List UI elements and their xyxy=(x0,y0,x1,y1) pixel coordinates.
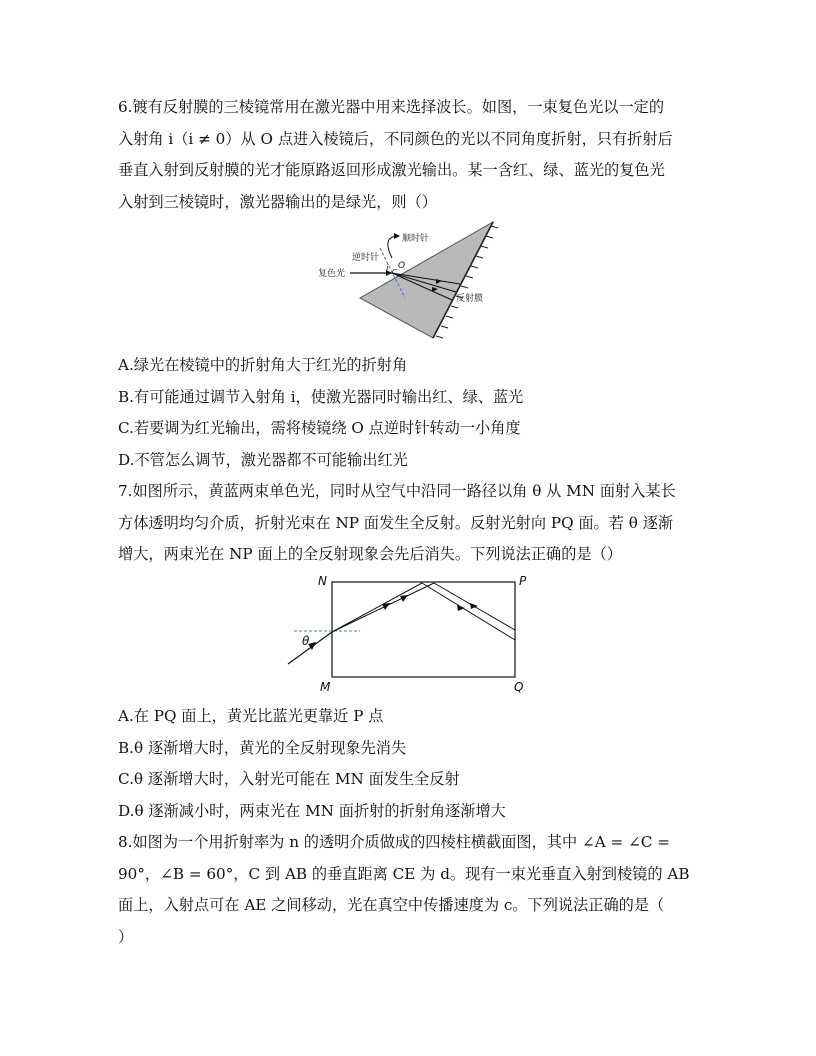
q7-option-c: C.θ 逐渐增大时，入射光可能在 MN 面发生全反射 xyxy=(118,770,460,788)
q8-stem-line-3: 面上，入射点可在 AE 之间移动，光在真空中传播速度为 c。下列说法正确的是（ xyxy=(118,896,665,914)
label-p: P xyxy=(519,574,527,588)
label-o: O xyxy=(398,261,406,271)
beam-arrow-out-1 xyxy=(457,605,465,611)
q7-stem-line-2: 方体透明均匀介质，折射光束在 NP 面发生全反射。反射光射向 PQ 面。若 θ 逐渐 xyxy=(118,513,674,532)
label-n: N xyxy=(318,574,327,588)
label-reflective-film: 反射膜 xyxy=(456,294,484,304)
label-c: C xyxy=(392,268,397,276)
beam-2-in xyxy=(332,583,434,632)
rotation-arrow xyxy=(388,236,396,258)
q8-stem-line-2: 90°，∠B = 60°，C 到 AB 的垂直距离 CE 为 d。现有一束光垂直入射到棱镜的 AB xyxy=(118,864,690,883)
q6-option-a: A.绿光在棱镜中的折射角大于红光的折射角 xyxy=(118,356,408,374)
q7-option-a: A.在 PQ 面上，黄光比蓝光更靠近 P 点 xyxy=(118,707,384,725)
q6-option-d: D.不管怎么调节，激光器都不可能输出红光 xyxy=(118,450,408,469)
rotation-arrow-head xyxy=(394,233,400,239)
q6-stem xyxy=(118,92,700,218)
q6-options xyxy=(118,350,700,476)
label-i: i xyxy=(386,264,389,274)
q7-option-b: B.θ 逐渐增大时，黄光的全反射现象先消失 xyxy=(118,738,407,757)
q7-stem-line-1: 7.如图所示，黄蓝两束单色光，同时从空气中沿同一路径以角 θ 从 MN 面射入某长 xyxy=(118,482,676,500)
label-composite-light: 复色光 xyxy=(318,269,346,279)
q8-stem xyxy=(118,827,700,953)
label-m: M xyxy=(320,680,331,694)
q6-stem-line-3: 垂直入射到反射膜的光才能原路返回形成激光输出。某一含红、绿、蓝光的复色光 xyxy=(118,161,665,179)
q7-stem-line-3: 增大，两束光在 NP 面上的全反射现象会先后消失。下列说法正确的是（） xyxy=(118,545,622,563)
q7-incident-ray xyxy=(288,632,332,664)
q7-option-d: D.θ 逐渐减小时，两束光在 MN 面折射的折射角逐渐增大 xyxy=(118,801,506,820)
q8-stem-line-1: 8.如图为一个用折射率为 n 的透明介质做成的四棱柱横截面图，其中 ∠A = ∠C = xyxy=(118,833,670,851)
medium-rectangle xyxy=(332,582,515,677)
q7-options xyxy=(118,701,700,827)
q6-prism-figure xyxy=(310,218,500,348)
label-counterclockwise: 逆时针 xyxy=(352,253,380,263)
label-theta: θ xyxy=(302,634,310,648)
beam-1-out xyxy=(422,583,515,640)
beam-arrow-in-1 xyxy=(382,603,390,610)
q8-stem-line-4: ） xyxy=(118,927,134,946)
q6-option-b: B.有可能通过调节入射角 i，使激光器同时输出红、绿、蓝光 xyxy=(118,387,524,406)
label-q: Q xyxy=(514,680,524,694)
q6-stem-line-2: 入射角 i（i ≠ 0）从 O 点进入棱镜后，不同颜色的光以不同角度折射，只有折射后 xyxy=(118,129,673,148)
q6-stem-line-1: 6.镀有反射膜的三棱镜常用在激光器中用来选择波长。如图，一束复色光以一定的 xyxy=(118,98,665,116)
q6-stem-line-4: 入射到三棱镜时，激光器输出的是绿光，则（） xyxy=(118,192,437,211)
label-clockwise: 顺时针 xyxy=(402,234,430,244)
beam-1-in xyxy=(332,583,422,632)
q7-rectangle-figure xyxy=(282,572,542,697)
q6-option-c: C.若要调为红光输出，需将棱镜绕 O 点逆时针转动一小角度 xyxy=(118,419,521,437)
q7-stem xyxy=(118,476,700,571)
